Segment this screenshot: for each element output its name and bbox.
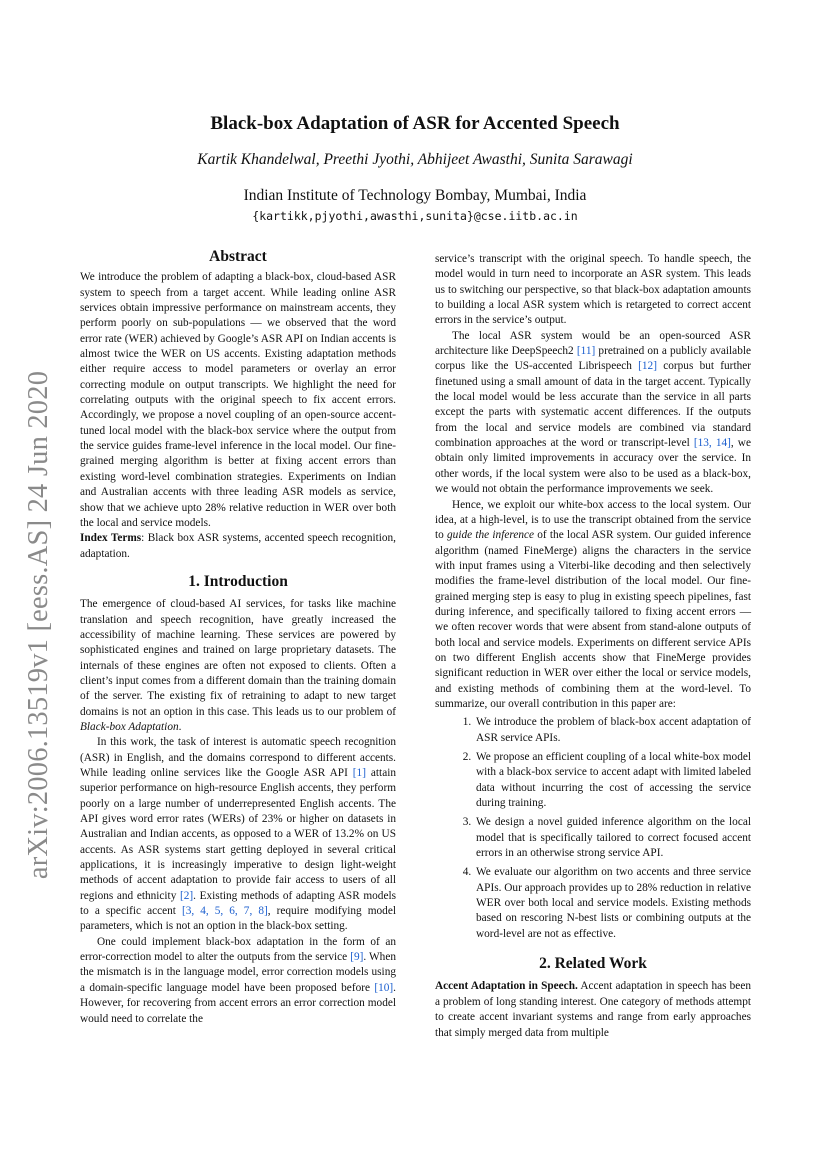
citation-link[interactable]: [11] (576, 345, 596, 358)
related-work-heading: 2. Related Work (539, 955, 647, 973)
affiliation: Indian Institute of Technology Bombay, Mumbai, India (243, 187, 587, 204)
emphasis-black-box-adaptation: Black-box Adaptation (80, 720, 179, 733)
index-terms-label: Index Terms (80, 532, 142, 545)
right-column (435, 252, 751, 1041)
citation-link[interactable]: [13, 14] (693, 437, 731, 450)
intro-paragraph-1: The emergence of cloud-based AI services, for tasks like machine translation and speech recognition, have greatly increased the accessibility of machine learning. These services are powered by sophisticated engines and trained on large proprietary datasets. The internals of these engines are often not exposed to clients. Often a client’s input comes from a different domain than the training domain of the server. The existing fix of retraining to adapt to new target domains is not an option in this case. This leads us to our problem of Black-box Adaptation. (80, 598, 396, 733)
citation-link[interactable]: [10] (374, 981, 394, 994)
contribution-item: 2. We propose an efficient coupling of a local white-box model with a black-box service to accent adapt with limited labeled data without incurring the cost of accessing the service during training. (474, 750, 751, 811)
left-column (80, 249, 396, 1027)
abstract-text: We introduce the problem of adapting a black-box, cloud-based ASR system to speech from a target accent. While leading online ASR services obtain impressive performance on mainstream accents, they perform poorly on sub-populations — we observed that the word error rate (WER) achieved by Google’s ASR API on Indian accents is almost twice the WER on US accents. Existing adaptation methods either require access to model parameters or overlay an error correcting module on output transcripts. We highlight the need for correlating outputs with the original speech to fix accent errors. Accordingly, we propose a novel coupling of an open-source accent-tuned local model with the black-box service where the output from the service guides frame-level inference in the local model. Our fine-grained merging algorithm is better at fixing accent errors than existing word-level combination strategies. Experiments on Indian and Australian accents with three leading ASR models as service, show that we achieve upto 28% relative reduction in WER over both the local and service models. (80, 271, 396, 529)
arxiv-identifier-text: arXiv:2006.13519v1 [eess.AS] 24 Jun 2020 (23, 370, 54, 880)
related-work-paragraph: Accent Adaptation in Speech. Accent adaptation in speech has been a problem of long standing interest. One category of methods attempt to create accent invariant systems and range from early approaches that simply merged data from multiple (435, 980, 751, 1039)
index-terms-text: : Black box ASR systems, accented speech recognition, adaptation. (80, 532, 396, 560)
author-emails: {kartikk,pjyothi,awasthi,sunita}@cse.iitb.ac.in (252, 209, 578, 223)
arxiv-identifier (10, 355, 68, 895)
citation-link[interactable]: [1] (352, 767, 366, 779)
contribution-item: 1. We introduce the problem of black-box accent adaptation of ASR service APIs. (474, 715, 751, 746)
contribution-item: 4. We evaluate our algorithm on two accents and three service APIs. Our approach provides up to 28% reduction in relative WER over both local and service models. Existing methods based on rescoring N-best lists or combining outputs at the word-level are not as effective. (474, 865, 751, 942)
introduction-heading: 1. Introduction (188, 572, 288, 590)
citation-link[interactable]: [9] (350, 951, 364, 964)
intro-paragraph-3-continued: service’s transcript with the original speech. To handle speech, the model would in turn need to incorporate an ASR system. This leads us to switching our perspective, so that black-box adaptation amounts to building a local ASR system which is retargeted to correct accent errors in the service’s output. (435, 253, 751, 327)
emphasis-guide-the-inference: guide the inference (447, 529, 535, 542)
citation-link[interactable]: [3, 4, 5, 6, 7, 8] (181, 905, 268, 918)
citation-link[interactable]: [2] (179, 889, 194, 902)
paper-title: Black-box Adaptation of ASR for Accented Speech (210, 113, 620, 134)
contributions-list (435, 715, 751, 942)
related-work-run-in-heading: Accent Adaptation in Speech. (435, 980, 578, 993)
abstract-heading: Abstract (209, 248, 267, 265)
index-terms (80, 531, 396, 562)
intro-paragraph-5: Hence, we exploit our white-box access to the local system. Our idea, at a high-level, is to use the transcript obtained from the service to guide the inference of the local ASR system. Our guided inference algorithm (named FineMerge) aligns the characters in the service with input frames using a Viterbi-like decoding and then selectively modifies the frame-level distribution of the local model. Our fine-grained merging step is easy to plug in existing speech pipelines, fast during inference, and specifically tailored to fixing accent errors — we often recover words that were absent from stand-alone outputs of both local and service models. Experiments on different service APIs on two different English accents show that FineMerge provides significant reduction in WER over either the local or service models, and existing methods of combining them at the word-level. To summarize, our overall contribution in this paper are: (435, 498, 751, 710)
intro-paragraph-2: In this work, the task of interest is automatic speech recognition (ASR) in English, and the domains correspond to different accents. While leading online services like the Google ASR API [1] attain superior performance on high-resource English accents, they perform poorly on a large number of underrepresented English accents. The API gives word error rates (WERs) of 23% or higher on datasets in Australian and Indian accents, as opposed to a WER of 13.2% on US accents. As ASR systems start getting deployed in several critical applications, it is increasingly imperative to design light-weight methods of accent adaptation to provide fair access to users of all regions and ethnicity [2]. Existing methods of adapting ASR models to a specific accent [3, 4, 5, 6, 7, 8], require modifying model parameters, which is not an option in the black-box setting. (80, 736, 396, 933)
author-list: Kartik Khandelwal, Preethi Jyothi, Abhijeet Awasthi, Sunita Sarawagi (197, 151, 633, 168)
intro-paragraph-4: The local ASR system would be an open-sourced ASR architecture like DeepSpeech2 [11] pretrained on a publicly available corpus like the US-accented Librispeech [12] corpus but further finetuned using a small amount of data in the target accent. Typically the local model would be less accurate than the service in all parts except the parts with systematic accent differences. If the outputs from the local and service models are combined via standard combination approaches at the word or transcript-level [13, 14], we obtain only limited improvements in accuracy over the service. In other words, if the local system were also to be used as a black-box, we would not obtain the performance improvements we seek. (435, 329, 752, 496)
contribution-item: 3. We design a novel guided inference algorithm on the local model that is specifically tailored to correct focused accent errors in an otherwise strong service API. (474, 815, 751, 861)
citation-link[interactable]: [12] (638, 360, 657, 373)
intro-paragraph-3: One could implement black-box adaptation in the form of an error-correction model to alter the outputs from the service [9]. When the mismatch is in the language model, error correction models using a domain-specific language model have been proposed before [10]. However, for recovering from accent errors an error correction model would need to correlate the (80, 935, 396, 1025)
